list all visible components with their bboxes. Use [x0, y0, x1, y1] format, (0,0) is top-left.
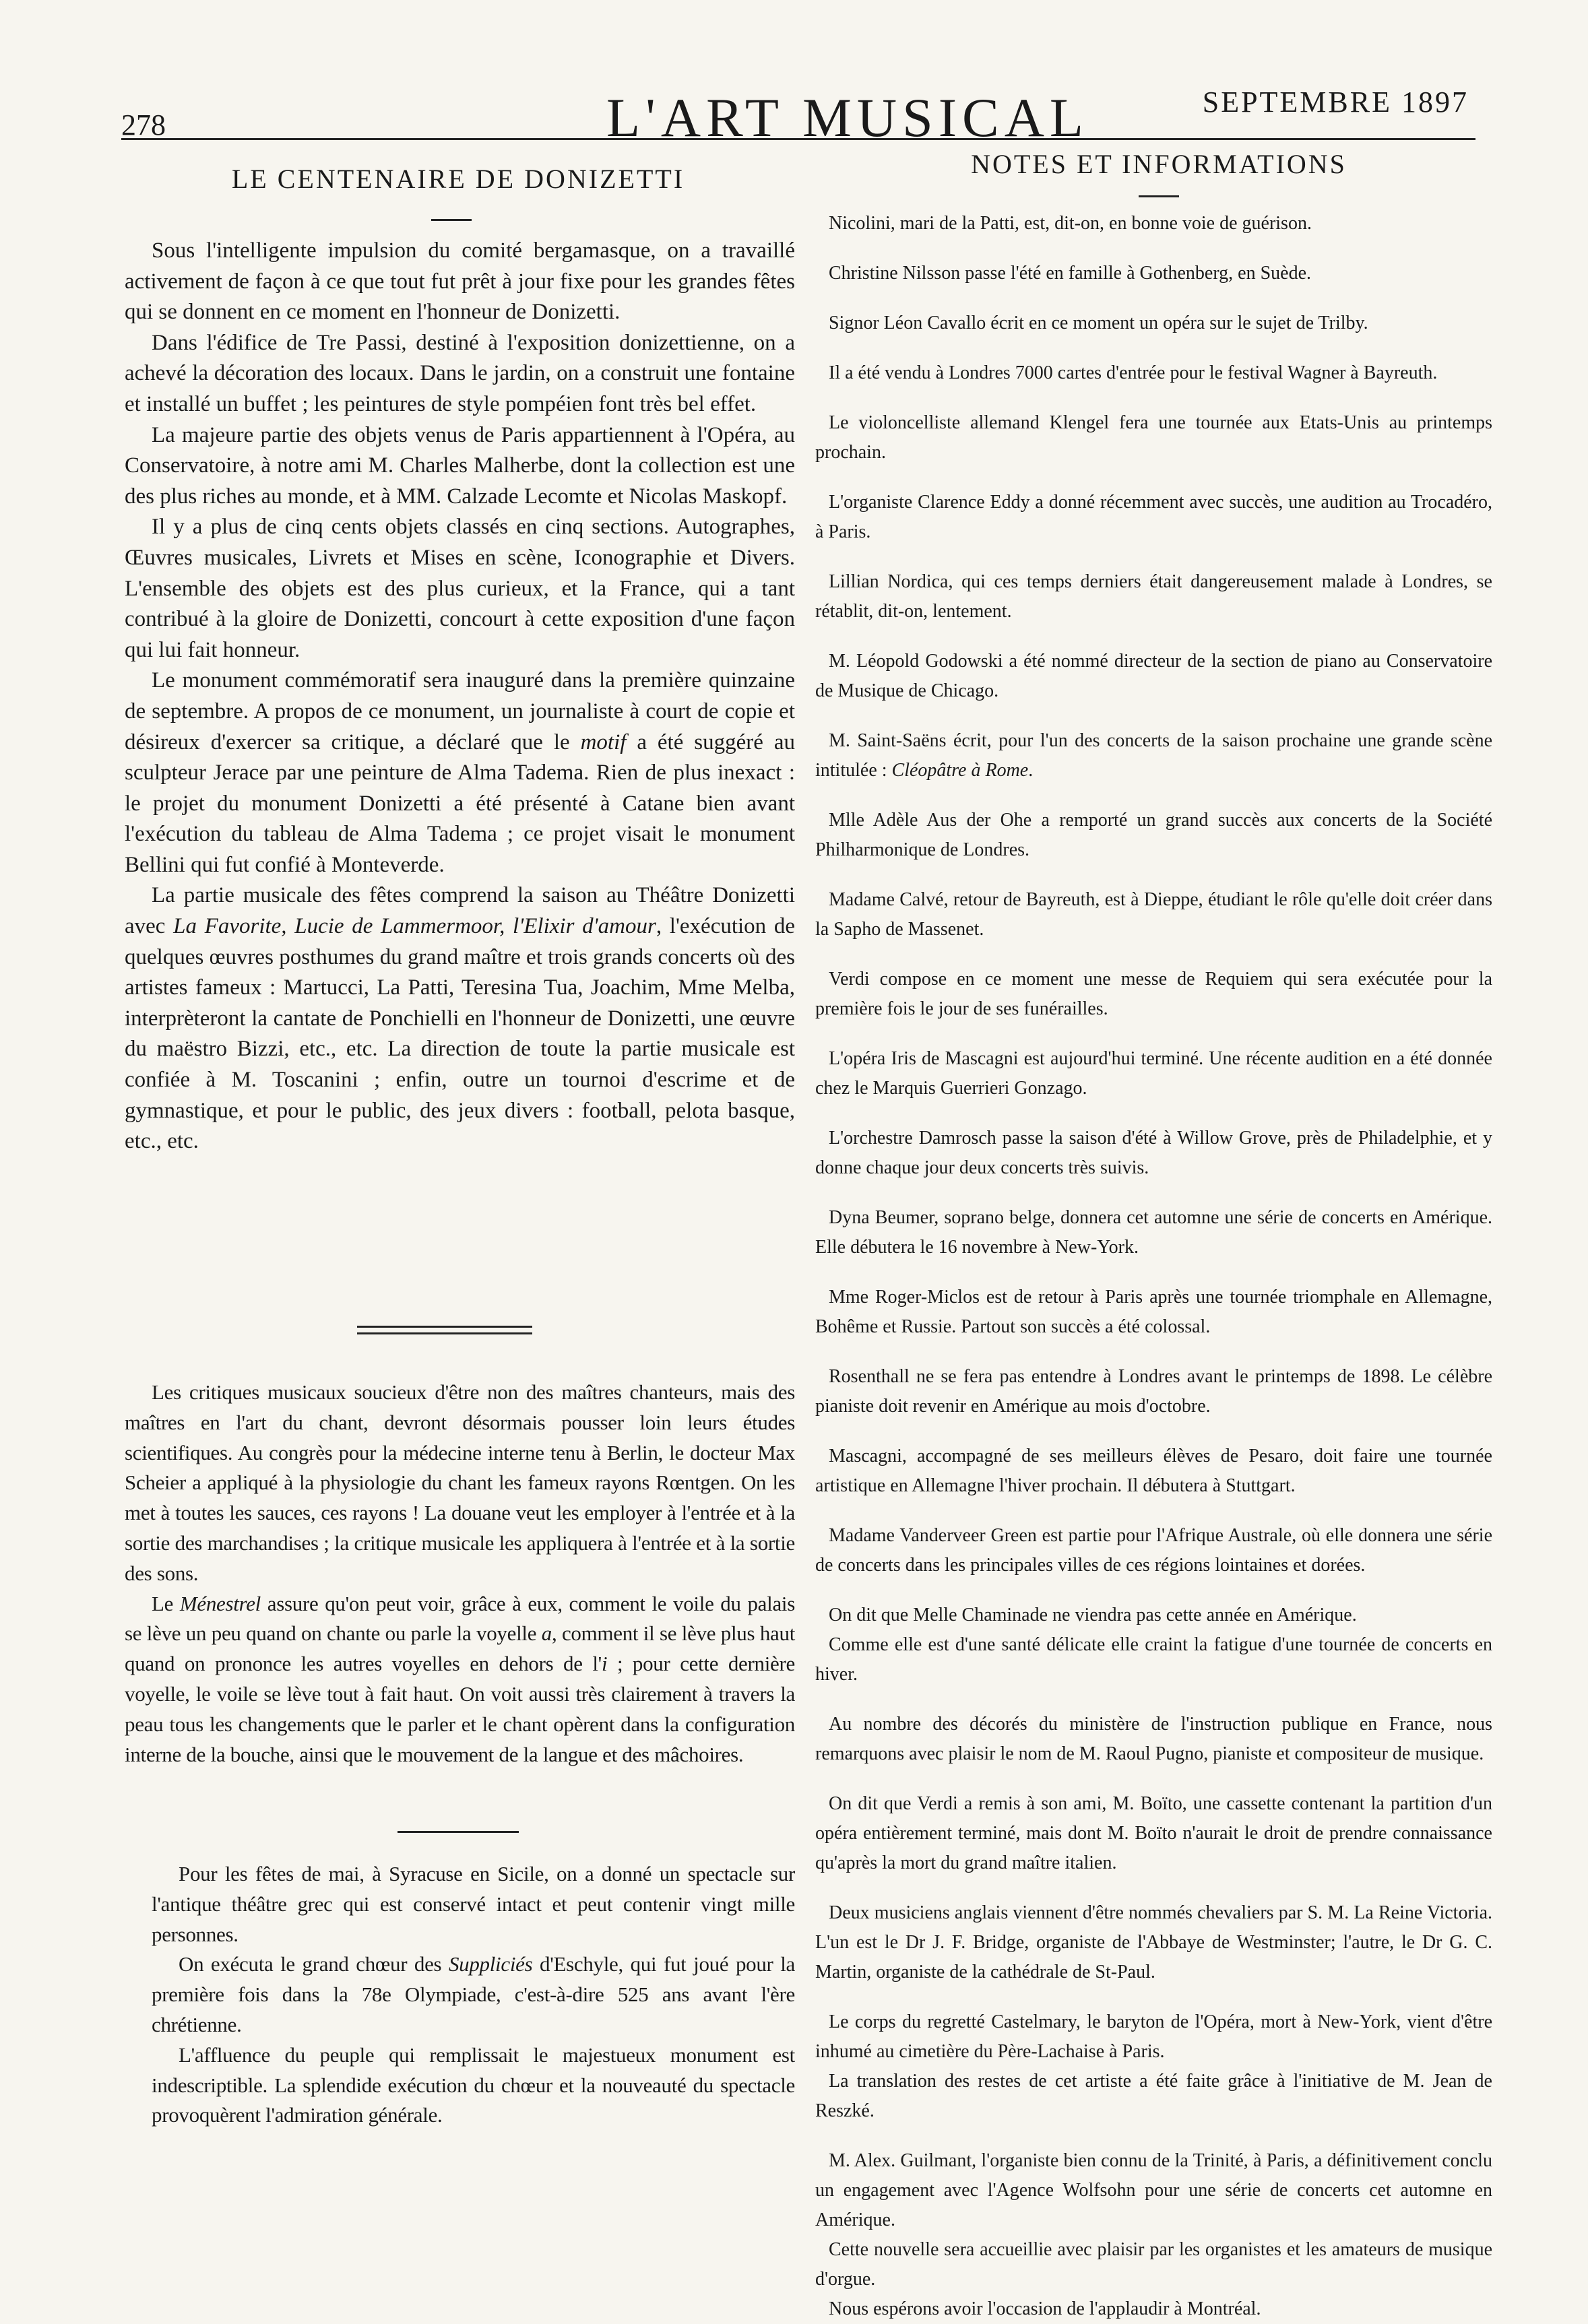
note-item: Lillian Nordica, qui ces temps derniers était dangereusement malade à Londres, se rétablit, dit-on, lentement.	[815, 571, 1492, 622]
note-item: Mme Roger-Miclos est de retour à Paris après une tournée triomphale en Allemagne, Bohême et Russie. Partout son succès a été colossal.	[815, 1287, 1492, 1337]
donizetti-article	[125, 236, 795, 1157]
note-item: Comme elle est d'une santé délicate elle craint la fatigue d'une tournée de concerts en hiver.	[815, 1634, 1492, 1685]
note-item: On dit que Verdi a remis à son ami, M. Boïto, une cassette contenant la partition d'un opéra entièrement terminé, mais dont M. Boïto n'aurait le droit de prendre connaissance qu'après la mort du grand maître italien.	[815, 1793, 1492, 1873]
note-item: Le corps du regretté Castelmary, le baryton de l'Opéra, mort à New-York, vient d'être inhumé au cimetière du Père-Lachaise à Paris.	[815, 2011, 1492, 2062]
critics-article	[125, 1378, 795, 1770]
note-item: M. Alex. Guilmant, l'organiste bien connu de la Trinité, à Paris, a définitivement conclu un engagement avec l'Agence Wolfsohn pour une série de concerts cet automne en Amérique.	[815, 2150, 1492, 2230]
note-item: Christine Nilsson passe l'été en famille à Gothenberg, en Suède.	[829, 263, 1312, 284]
syracuse-paragraph: L'affluence du peuple qui remplissait le majestueux monument est indescriptible. La splendide exécution du chœur et la nouveauté du spectacle provoquèrent l'admiration générale.	[152, 2042, 795, 2127]
double-separator	[357, 1326, 532, 1339]
article-title-donizetti: LE CENTENAIRE DE DONIZETTI	[231, 164, 685, 194]
note-item: L'opéra Iris de Mascagni est aujourd'hui terminé. Une récente audition en a été donnée chez le Marquis Guerrieri Gonzago.	[815, 1048, 1492, 1099]
issue-date: SEPTEMBRE 1897	[1202, 86, 1469, 119]
note-item: Nicolini, mari de la Patti, est, dit-on, en bonne voie de guérison.	[829, 213, 1312, 234]
article-paragraph: La majeure partie des objets venus de Paris appartiennent à l'Opéra, au Conservatoire, à notre ami M. Charles Malherbe, dont la collection est une des plus riches au monde, et à MM. Calzade Lecomte et Nicolas Maskopf.	[125, 422, 795, 509]
note-item: Deux musiciens anglais viennent d'être nommés chevaliers par S. M. La Reine Victoria. L'un est le Dr J. F. Bridge, organiste de l'Abbaye de Westminster; l'autre, le Dr G. C. Martin, organiste de la cathédrale de St-Paul.	[815, 1902, 1492, 1982]
note-item: L'orchestre Damrosch passe la saison d'été à Willow Grove, près de Philadelphie, et y donne chaque jour deux concerts très suivis.	[815, 1128, 1492, 1178]
note-item: M. Saint-Saëns écrit, pour l'un des concerts de la saison prochaine une grande scène intitulée : Cléopâtre à Rome.	[815, 730, 1492, 781]
notes-block	[815, 209, 1492, 2324]
note-item: Nous espérons avoir l'occasion de l'applaudir à Montréal.	[829, 2298, 1261, 2319]
syracuse-paragraph: On exécuta le grand chœur des Suppliciés d'Eschyle, qui fut joué pour la première fois dans la 78e Olympiade, c'est-à-dire 525 ans avant l'ère chrétienne.	[152, 1952, 795, 2036]
critics-paragraph: Les critiques musicaux soucieux d'être non des maîtres chanteurs, mais des maîtres en l'art du chant, devront désormais pousser loin leurs études scientifiques. Au congrès pour la médecine interne tenu à Berlin, le docteur Max Scheier a appliqué à la physiologie du chant les fameux rayons Rœntgen. On les met à toutes les sauces, ces rayons ! La douane veut les employer à l'entrée et à la sortie des marchandises ; la critique musicale les appliquera à l'entrée et à la sortie des sons.	[125, 1380, 795, 1585]
page-number: 278	[121, 108, 166, 141]
note-item: On dit que Melle Chaminade ne viendra pas cette année en Amérique.	[829, 1605, 1357, 1625]
musical-paragraph: La partie musicale des fêtes comprend la saison au Théâtre Donizetti avec La Favorite, Lucie de Lammermoor, l'Elixir d'amour, l'exécution de quelques œuvres posthumes du grand maître et trois grands concerts où des artistes fameux : Martucci, La Patti, Teresina Tua, Joachim, Mme Melba, interprèteront la cantate de Ponchielli en l'honneur de Donizetti, une œuvre du maëstro Bizzi, etc., etc. La direction de toute la partie musicale est confiée à M. Toscanini ; enfin, outre un tournoi d'escrime et de gymnastique, et pour le public, des jeux divers : football, pelota basque, etc., etc.	[125, 883, 796, 1154]
note-item: Verdi compose en ce moment une messe de Requiem qui sera exécutée pour la première fois le jour de ses funérailles.	[815, 969, 1492, 1019]
syracuse-article	[152, 1859, 795, 2131]
syracuse-paragraph: Pour les fêtes de mai, à Syracuse en Sicile, on a donné un spectacle sur l'antique théâtre grec qui est conservé intact et peut contenir vingt mille personnes.	[152, 1862, 795, 1946]
article-paragraph: Dans l'édifice de Tre Passi, destiné à l'exposition donizettienne, on a achevé la décoration des locaux. Dans le jardin, on a construit une fontaine et installé un buffet ; les peintures de style pompéien font très bel effet.	[125, 330, 795, 416]
menestrel-paragraph: Le Ménestrel assure qu'on peut voir, grâce à eux, comment le voile du palais se lève un peu quand on chante ou parle la voyelle a, comment il se lève plus haut quand on prononce les autres voyelles en dehors de l'i ; pour cette dernière voyelle, le voile se lève tout à fait haut. On voit aussi très clairement à travers la peau tous les changements que le parler et le chant opèrent dans la configuration interne de la bouche, ainsi que le mouvement de la langue et des mâchoires.	[125, 1591, 796, 1766]
note-item: Cette nouvelle sera accueillie avec plaisir par les organistes et les amateurs de musique d'orgue.	[815, 2239, 1492, 2290]
note-item: Madame Vanderveer Green est partie pour l'Afrique Australe, où elle donnera une série de concerts dans les principales villes de ces régions lointaines et dorées.	[815, 1525, 1492, 1576]
separator-rule	[398, 1831, 519, 1833]
note-item: Dyna Beumer, soprano belge, donnera cet automne une série de concerts en Amérique. Elle débutera le 16 novembre à New-York.	[815, 1207, 1492, 1258]
note-item: Mlle Adèle Aus der Ohe a remporté un grand succès aux concerts de la Société Philharmonique de Londres.	[815, 810, 1492, 860]
note-item: Au nombre des décorés du ministère de l'instruction publique en France, nous remarquons avec plaisir le nom de M. Raoul Pugno, pianiste et compositeur de musique.	[815, 1714, 1492, 1764]
monument-paragraph: Le monument commémoratif sera inauguré dans la première quinzaine de septembre. A propos de ce monument, un journaliste à court de copie et désireux d'exercer sa critique, a déclaré que le motif a été suggéré au sculpteur Jerace par une peinture de Alma Tadema. Rien de plus inexact : le projet du monument Donizetti a été présenté à Catane bien avant l'exécution du tableau de Alma Tadema ; ce projet visait le monument Bellini qui fut confié à Monteverde.	[125, 668, 795, 877]
article-paragraph: Sous l'intelligente impulsion du comité bergamasque, on a travaillé activement de façon à ce que tout fut prêt à jour fixe pour les grandes fêtes qui se donnent en ce moment en l'honneur de Donizetti.	[125, 238, 795, 325]
note-item: Rosenthall ne se fera pas entendre à Londres avant le printemps de 1898. Le célèbre pianiste doit revenir en Amérique au mois d'octobre.	[815, 1366, 1492, 1417]
note-item: La translation des restes de cet artiste a été faite grâce à l'initiative de M. Jean de Reszké.	[815, 2071, 1492, 2121]
note-item: Il a été vendu à Londres 7000 cartes d'entrée pour le festival Wagner à Bayreuth.	[829, 362, 1438, 383]
note-item: Mascagni, accompagné de ses meilleurs élèves de Pesaro, doit faire une tournée artistique en Allemagne l'hiver prochain. Il débutera à Stuttgart.	[815, 1446, 1492, 1496]
title-rule	[431, 219, 472, 221]
article-paragraph: Il y a plus de cinq cents objets classés en cinq sections. Autographes, Œuvres musicales, Livrets et Mises en scène, Iconographie et Divers. L'ensemble des objets est des plus curieux, et la France, qui a tant contribué à la gloire de Donizetti, concourt à cette exposition d'une façon qui lui fait honneur.	[125, 515, 795, 662]
note-item: Signor Léon Cavallo écrit en ce moment un opéra sur le sujet de Trilby.	[829, 313, 1368, 333]
notes-title: NOTES ET INFORMATIONS	[971, 149, 1347, 179]
header-rule	[121, 138, 1475, 140]
note-item: Madame Calvé, retour de Bayreuth, est à Dieppe, étudiant le rôle qu'elle doit créer dans la Sapho de Massenet.	[815, 889, 1492, 940]
notes-title-rule	[1139, 195, 1179, 197]
journal-title: L'ART MUSICAL	[606, 87, 1089, 148]
note-item: L'organiste Clarence Eddy a donné récemment avec succès, une audition au Trocadéro, à Paris.	[815, 492, 1492, 542]
page-header	[121, 81, 1469, 148]
note-item: M. Léopold Godowski a été nommé directeur de la section de piano au Conservatoire de Musique de Chicago.	[815, 651, 1492, 701]
note-item: Le violoncelliste allemand Klengel fera une tournée aux Etats-Unis au printemps prochain.	[815, 412, 1492, 463]
